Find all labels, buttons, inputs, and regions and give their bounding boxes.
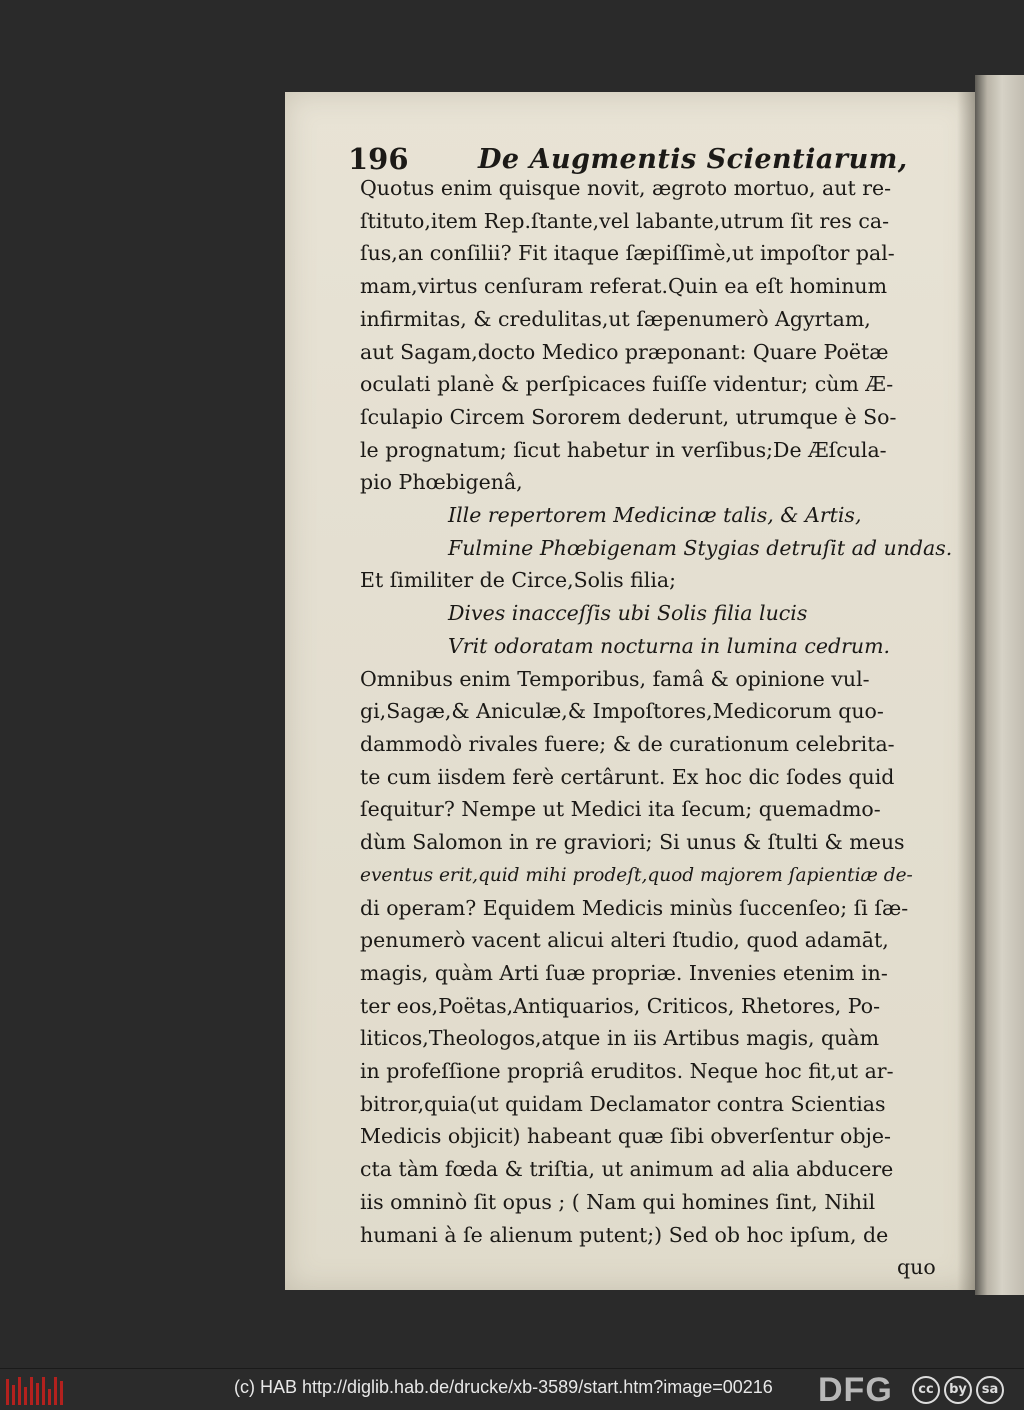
text-line: ter eos,Poëtas,Antiquarios, Criticos, Rhetores, Po- — [360, 994, 881, 1018]
text-line: humani à ſe alienum putent;) Sed ob hoc ipſum, de — [360, 1223, 889, 1247]
verse-line: Ille repertorem Medicinæ talis, & Artis, — [448, 503, 862, 527]
text-line: cta tàm fœda & triſtia, ut animum ad alia abducere — [360, 1157, 894, 1181]
running-title: De Augmentis Scientiarum, — [478, 144, 908, 175]
copyright-link[interactable]: (c) HAB http://diglib.hab.de/drucke/xb-3589/start.htm?image=00216 — [234, 1377, 773, 1397]
text-line: Medicis objicit) habeant quæ ſibi obverſentur obje- — [360, 1124, 891, 1148]
by-icon: by — [944, 1376, 972, 1404]
text-line: quo — [897, 1255, 936, 1279]
text-line: Omnibus enim Temporibus, famâ & opinione vul- — [360, 667, 870, 691]
text-line: ſtituto,item Rep.ſtante,vel labante,utrum ſit res ca- — [360, 209, 890, 233]
dfg-logo[interactable]: DFG — [818, 1371, 893, 1409]
book-right-page-edge — [975, 75, 1024, 1295]
text-line: dùm Salomon in re graviori; Si unus & ſtulti & meus — [360, 830, 905, 854]
verse-line: Fulmine Phœbigenam Stygias detruſit ad undas. — [448, 536, 953, 560]
text-line: bitror,quia(ut quidam Declamator contra Scientias — [360, 1092, 886, 1116]
cc-license-badge[interactable] — [912, 1373, 1020, 1406]
text-line: ſculapio Circem Sororem dederunt, utrumque è So- — [360, 405, 897, 429]
text-line: le prognatum; ſicut habetur in verſibus;De Æſcula- — [360, 438, 887, 462]
text-line: Et ſimiliter de Circe,Solis filia; — [360, 568, 677, 592]
page-number: 196 — [348, 142, 409, 176]
text-line: infirmitas, & credulitas,ut ſæpenumerò Agyrtam, — [360, 307, 871, 331]
text-line: Quotus enim quisque novit, ægroto mortuo, aut re- — [360, 176, 892, 200]
text-line: di operam? Equidem Medicis minùs ſuccenſeo; ſi ſæ- — [360, 896, 909, 920]
text-line: in profeſſione propriâ eruditos. Neque hoc fit,ut ar- — [360, 1059, 894, 1083]
cc-icon: cc — [912, 1376, 940, 1404]
text-line: oculati planè & perſpicaces fuiſſe videntur; cùm Æ- — [360, 372, 894, 396]
footer-bar — [0, 1368, 1024, 1410]
text-line: pio Phœbigenâ, — [360, 470, 523, 494]
verse-line: Dives inacceſſis ubi Solis filia lucis — [448, 601, 808, 625]
verse-line: Vrit odoratam nocturna in lumina cedrum. — [448, 634, 891, 658]
text-line: mam,virtus cenſuram referat.Quin ea eſt hominum — [360, 274, 888, 298]
text-line: liticos,Theologos,atque in iis Artibus magis, quàm — [360, 1026, 880, 1050]
text-line: dammodò rivales fuere; & de curationum celebrita- — [360, 732, 895, 756]
text-line: gi,Sagæ,& Aniculæ,& Impoſtores,Medicorum quo- — [360, 699, 884, 723]
text-line: ſequitur? Nempe ut Medici ita ſecum; quemadmo- — [360, 797, 881, 821]
hab-library-logo-icon[interactable] — [6, 1375, 63, 1405]
text-line: iis omninò ſit opus ; ( Nam qui homines ſint, Nihil — [360, 1190, 876, 1214]
text-line: magis, quàm Arti ſuæ propriæ. Invenies etenim in- — [360, 961, 888, 985]
sa-icon: sa — [976, 1376, 1004, 1404]
text-line: te cum iisdem ferè certârunt. Ex hoc dic ſodes quid — [360, 765, 895, 789]
text-line: penumerò vacent alicui alteri ſtudio, quod adamāt, — [360, 928, 889, 952]
text-line: ſus,an conſilii? Fit itaque ſæpiſſimè,ut impoſtor pal- — [360, 241, 895, 265]
text-line: eventus erit,quid mihi prodeſt,quod majorem ſapientiæ de- — [360, 865, 913, 886]
text-line: aut Sagam,docto Medico præponant: Quare Poëtæ — [360, 340, 889, 364]
